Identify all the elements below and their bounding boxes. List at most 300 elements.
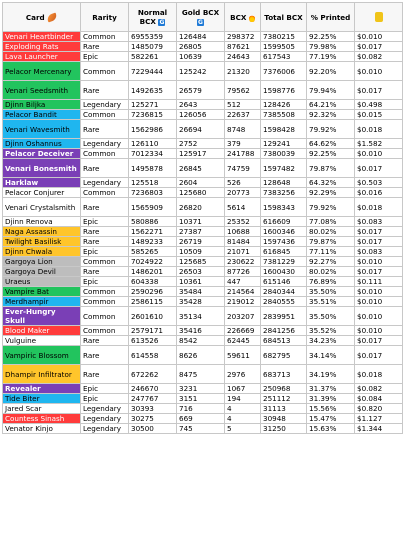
header-row (3, 3, 403, 32)
cell-card[interactable]: Vampiric Blossom (3, 346, 81, 365)
cell-normal: 613526 (129, 336, 177, 346)
cell-price: $0.498 (355, 100, 403, 110)
cell-printed: 35.50% (307, 307, 355, 326)
header-gold-bcx[interactable] (177, 3, 225, 32)
cell-bcx: 447 (225, 277, 261, 287)
header-printed[interactable] (307, 3, 355, 32)
cell-rarity: Rare (81, 198, 129, 217)
cell-total: 7380039 (261, 149, 307, 159)
cell-card[interactable]: Dhampir Infiltrator (3, 365, 81, 384)
header-card-label: Card (25, 12, 45, 22)
cell-printed: 34.23% (307, 336, 355, 346)
cell-normal: 1495878 (129, 159, 177, 178)
cell-rarity: Common (81, 297, 129, 307)
cell-printed: 31.37% (307, 384, 355, 394)
table-row[interactable] (3, 424, 403, 434)
cell-total: 250968 (261, 384, 307, 394)
cell-bcx: 5 (225, 424, 261, 434)
cell-card[interactable]: Vampire Bat (3, 287, 81, 297)
cell-price: $0.016 (355, 188, 403, 198)
cell-normal: 2590296 (129, 287, 177, 297)
cell-price: $0.084 (355, 394, 403, 404)
cell-rarity: Common (81, 62, 129, 81)
cell-total: 1599505 (261, 42, 307, 52)
table-row[interactable] (3, 159, 403, 178)
cell-bcx: 203207 (225, 307, 261, 326)
cell-bcx: 79562 (225, 81, 261, 100)
cell-gold: 126484 (177, 32, 225, 42)
cell-printed: 35.50% (307, 287, 355, 297)
cell-total: 2841256 (261, 326, 307, 336)
cell-rarity: Epic (81, 217, 129, 227)
cell-printed: 79.98% (307, 42, 355, 52)
cell-price: $0.015 (355, 110, 403, 120)
cell-price: $0.820 (355, 404, 403, 414)
cell-total: 1597436 (261, 237, 307, 247)
cell-printed: 15.56% (307, 404, 355, 414)
cell-bcx: 87726 (225, 267, 261, 277)
cell-gold: 27387 (177, 227, 225, 237)
card-stats-table (2, 2, 403, 434)
cell-total: 30948 (261, 414, 307, 424)
cell-gold: 35484 (177, 287, 225, 297)
table-row[interactable] (3, 326, 403, 336)
cell-gold: 745 (177, 424, 225, 434)
cell-rarity: Rare (81, 159, 129, 178)
header-printed-label: % Printed (310, 12, 351, 22)
cell-bcx: 5614 (225, 198, 261, 217)
cell-total: 682795 (261, 346, 307, 365)
cell-normal: 2579171 (129, 326, 177, 336)
cell-printed: 79.87% (307, 237, 355, 247)
cell-card[interactable]: Pelacor Mercenary (3, 62, 81, 81)
header-bcx[interactable] (225, 3, 261, 32)
cell-bcx: 74759 (225, 159, 261, 178)
cell-normal: 672262 (129, 365, 177, 384)
cell-rarity: Epic (81, 384, 129, 394)
table-row[interactable] (3, 139, 403, 149)
cell-card[interactable]: Pelacor Bandit (3, 110, 81, 120)
cell-gold: 3151 (177, 394, 225, 404)
cell-rarity: Epic (81, 52, 129, 62)
cell-rarity: Common (81, 287, 129, 297)
cell-printed: 77.19% (307, 52, 355, 62)
cell-bcx: 512 (225, 100, 261, 110)
cell-price: $0.017 (355, 346, 403, 365)
cell-bcx: 8748 (225, 120, 261, 139)
cell-normal: 246670 (129, 384, 177, 394)
table-row[interactable] (3, 247, 403, 257)
cell-bcx: 1067 (225, 384, 261, 394)
cell-rarity: Common (81, 257, 129, 267)
cell-rarity: Legendary (81, 414, 129, 424)
cell-normal: 1562986 (129, 120, 177, 139)
table-row[interactable] (3, 178, 403, 188)
cell-printed: 92.25% (307, 149, 355, 159)
cell-rarity: Common (81, 149, 129, 159)
cell-gold: 26805 (177, 42, 225, 52)
cell-card[interactable]: Jared Scar (3, 404, 81, 414)
table-row[interactable] (3, 42, 403, 52)
cell-price: $0.018 (355, 198, 403, 217)
cell-price: $0.010 (355, 307, 403, 326)
cell-bcx: 87621 (225, 42, 261, 52)
cell-total: 1598776 (261, 81, 307, 100)
cell-printed: 92.27% (307, 257, 355, 267)
cell-gold: 2643 (177, 100, 225, 110)
cell-total: 683713 (261, 365, 307, 384)
cell-card[interactable]: Exploding Rats (3, 42, 81, 52)
cell-normal: 125518 (129, 178, 177, 188)
cell-bcx: 24643 (225, 52, 261, 62)
cell-card[interactable]: Venator Kinjo (3, 424, 81, 434)
table-row[interactable] (3, 365, 403, 384)
cell-price: $0.018 (355, 365, 403, 384)
cell-card[interactable]: Pelacor Conjurer (3, 188, 81, 198)
cell-price: $0.017 (355, 267, 403, 277)
cell-printed: 34.19% (307, 365, 355, 384)
cell-gold: 125242 (177, 62, 225, 81)
cell-normal: 614558 (129, 346, 177, 365)
cell-gold: 8626 (177, 346, 225, 365)
cell-rarity: Legendary (81, 424, 129, 434)
cell-gold: 125680 (177, 188, 225, 198)
cell-printed: 15.63% (307, 424, 355, 434)
cell-price: $0.017 (355, 227, 403, 237)
table-row[interactable] (3, 237, 403, 247)
table-row[interactable] (3, 414, 403, 424)
cell-card[interactable]: Lava Launcher (3, 52, 81, 62)
cell-bcx: 226669 (225, 326, 261, 336)
cell-normal: 582261 (129, 52, 177, 62)
cell-gold: 716 (177, 404, 225, 414)
table-row[interactable] (3, 336, 403, 346)
cell-bcx: 81484 (225, 237, 261, 247)
table-row[interactable] (3, 149, 403, 159)
cell-normal: 1562271 (129, 227, 177, 237)
cell-gold: 2604 (177, 178, 225, 188)
cell-total: 1597482 (261, 159, 307, 178)
table-row[interactable] (3, 62, 403, 81)
table-row[interactable] (3, 188, 403, 198)
header-card[interactable] (3, 3, 81, 32)
cell-normal: 7024922 (129, 257, 177, 267)
cell-price: $0.017 (355, 159, 403, 178)
cell-gold: 35416 (177, 326, 225, 336)
cell-total: 129241 (261, 139, 307, 149)
cell-price: $0.017 (355, 42, 403, 52)
cell-printed: 92.20% (307, 62, 355, 81)
table-row[interactable] (3, 52, 403, 62)
cell-normal: 7236815 (129, 110, 177, 120)
cell-gold: 10371 (177, 217, 225, 227)
cell-gold: 669 (177, 414, 225, 424)
cell-price: $0.010 (355, 297, 403, 307)
cell-price: $1.582 (355, 139, 403, 149)
cell-bcx: 214564 (225, 287, 261, 297)
cell-card[interactable]: Blood Maker (3, 326, 81, 336)
cell-bcx: 241788 (225, 149, 261, 159)
cell-printed: 77.11% (307, 247, 355, 257)
cell-bcx: 21071 (225, 247, 261, 257)
cell-printed: 92.29% (307, 188, 355, 198)
cell-printed: 76.89% (307, 277, 355, 287)
cell-gold: 26845 (177, 159, 225, 178)
cell-price: $0.010 (355, 32, 403, 42)
cell-gold: 125917 (177, 149, 225, 159)
cell-total: 617543 (261, 52, 307, 62)
cell-price: $1.344 (355, 424, 403, 434)
cell-gold: 10361 (177, 277, 225, 287)
cell-total: 31250 (261, 424, 307, 434)
cell-card[interactable]: Gargoya Devil (3, 267, 81, 277)
cell-printed: 79.92% (307, 120, 355, 139)
cell-gold: 10509 (177, 247, 225, 257)
cell-rarity: Rare (81, 346, 129, 365)
cell-rarity: Rare (81, 237, 129, 247)
cell-price: $0.082 (355, 384, 403, 394)
cell-rarity: Legendary (81, 178, 129, 188)
table-row[interactable] (3, 384, 403, 394)
cell-total: 1598343 (261, 198, 307, 217)
cell-card[interactable]: Djinn Chwala (3, 247, 81, 257)
coin-icon (375, 12, 383, 22)
cell-rarity: Rare (81, 365, 129, 384)
cell-bcx: 59611 (225, 346, 261, 365)
cell-rarity: Epic (81, 247, 129, 257)
cell-total: 31113 (261, 404, 307, 414)
cell-rarity: Epic (81, 277, 129, 287)
cell-price: $1.127 (355, 414, 403, 424)
cell-normal: 1486201 (129, 267, 177, 277)
cell-printed: 79.87% (307, 159, 355, 178)
cell-normal: 6955359 (129, 32, 177, 42)
cell-total: 615146 (261, 277, 307, 287)
table-row[interactable] (3, 110, 403, 120)
cell-card[interactable]: Harklaw (3, 178, 81, 188)
table-row[interactable] (3, 267, 403, 277)
header-gold-label: Gold BCX (181, 8, 220, 17)
cell-price: $0.010 (355, 257, 403, 267)
cell-total: 128648 (261, 178, 307, 188)
cell-printed: 35.51% (307, 297, 355, 307)
cell-rarity: Rare (81, 267, 129, 277)
cell-gold: 35134 (177, 307, 225, 326)
cell-card[interactable]: Twilight Basilisk (3, 237, 81, 247)
table-row[interactable] (3, 404, 403, 414)
cell-printed: 92.32% (307, 110, 355, 120)
table-row[interactable] (3, 32, 403, 42)
cell-rarity: Rare (81, 42, 129, 52)
header-bcx-label: BCX (230, 12, 247, 22)
info-icon[interactable]: G (159, 19, 165, 26)
cell-card[interactable]: Venari Seedsmith (3, 81, 81, 100)
cell-rarity: Legendary (81, 404, 129, 414)
header-price[interactable] (355, 3, 403, 32)
cell-rarity: Rare (81, 120, 129, 139)
table-row[interactable] (3, 81, 403, 100)
cell-printed: 35.52% (307, 326, 355, 336)
cell-gold: 26503 (177, 267, 225, 277)
cell-bcx: 298372 (225, 32, 261, 42)
cell-total: 616845 (261, 247, 307, 257)
cell-rarity: Common (81, 188, 129, 198)
cell-normal: 1565909 (129, 198, 177, 217)
cell-card[interactable]: Djinn Oshannus (3, 139, 81, 149)
cell-card[interactable]: Vulguine (3, 336, 81, 346)
cell-rarity: Common (81, 307, 129, 326)
cell-card[interactable]: Ever-Hungry Skull (3, 307, 81, 326)
table-row[interactable] (3, 120, 403, 139)
cell-bcx: 20773 (225, 188, 261, 198)
cell-gold: 10639 (177, 52, 225, 62)
cell-card[interactable]: Countess Sinash (3, 414, 81, 424)
cell-bcx: 219012 (225, 297, 261, 307)
cell-printed: 64.62% (307, 139, 355, 149)
cell-price: $0.010 (355, 62, 403, 81)
cell-total: 1598428 (261, 120, 307, 139)
cell-printed: 92.25% (307, 32, 355, 42)
cell-price: $0.010 (355, 149, 403, 159)
cell-card[interactable]: Uraeus (3, 277, 81, 287)
cell-rarity: Rare (81, 227, 129, 237)
cell-printed: 77.08% (307, 217, 355, 227)
cell-normal: 30275 (129, 414, 177, 424)
cell-gold: 26719 (177, 237, 225, 247)
cell-price: $0.018 (355, 120, 403, 139)
cell-card[interactable]: Venari Bonesmith (3, 159, 81, 178)
cell-total: 7383256 (261, 188, 307, 198)
table-row[interactable] (3, 297, 403, 307)
cell-price: $0.010 (355, 287, 403, 297)
cell-rarity: Common (81, 110, 129, 120)
cell-card[interactable]: Djinn Biljka (3, 100, 81, 110)
cell-card[interactable]: Venari Wavesmith (3, 120, 81, 139)
cell-printed: 80.02% (307, 227, 355, 237)
table-row[interactable] (3, 100, 403, 110)
cell-gold: 8475 (177, 365, 225, 384)
cell-total: 7376006 (261, 62, 307, 81)
cell-bcx: 4 (225, 414, 261, 424)
cell-printed: 34.14% (307, 346, 355, 365)
cell-card[interactable]: Merdhampir (3, 297, 81, 307)
cell-normal: 7012334 (129, 149, 177, 159)
cell-total: 684513 (261, 336, 307, 346)
table-row[interactable] (3, 346, 403, 365)
cell-price: $0.010 (355, 326, 403, 336)
cell-total: 2840555 (261, 297, 307, 307)
cell-gold: 26694 (177, 120, 225, 139)
cell-card[interactable]: Revealer (3, 384, 81, 394)
cell-total: 128426 (261, 100, 307, 110)
cell-normal: 585265 (129, 247, 177, 257)
cell-normal: 30500 (129, 424, 177, 434)
cell-rarity: Rare (81, 336, 129, 346)
table-row[interactable] (3, 277, 403, 287)
table-row[interactable] (3, 217, 403, 227)
header-normal-bcx[interactable] (129, 3, 177, 32)
cell-total: 7385508 (261, 110, 307, 120)
cell-printed: 79.94% (307, 81, 355, 100)
cell-bcx: 230622 (225, 257, 261, 267)
header-rarity-label: Rarity (92, 12, 117, 22)
cell-bcx: 194 (225, 394, 261, 404)
cell-rarity: Common (81, 326, 129, 336)
cell-total: 2840344 (261, 287, 307, 297)
cell-card[interactable]: Djinn Renova (3, 217, 81, 227)
cell-normal: 247767 (129, 394, 177, 404)
cell-price: $0.083 (355, 217, 403, 227)
cell-total: 7380215 (261, 32, 307, 42)
cell-printed: 15.47% (307, 414, 355, 424)
cell-normal: 2601610 (129, 307, 177, 326)
cell-total: 251112 (261, 394, 307, 404)
cell-normal: 1485079 (129, 42, 177, 52)
header-total-label: Total BCX (264, 12, 303, 22)
cell-gold: 125685 (177, 257, 225, 267)
cell-gold: 3231 (177, 384, 225, 394)
cell-card[interactable]: Naga Assassin (3, 227, 81, 237)
cell-total: 616609 (261, 217, 307, 227)
cell-card[interactable]: Venari Crystalsmith (3, 198, 81, 217)
cell-printed: 80.02% (307, 267, 355, 277)
cell-printed: 64.32% (307, 178, 355, 188)
cell-card[interactable]: Tide Biter (3, 394, 81, 404)
cell-rarity: Legendary (81, 100, 129, 110)
header-total-bcx[interactable] (261, 3, 307, 32)
cell-total: 7381229 (261, 257, 307, 267)
cell-price: $0.083 (355, 247, 403, 257)
cell-price: $0.017 (355, 336, 403, 346)
cell-card[interactable]: Venari Heartbinder (3, 32, 81, 42)
cell-price: $0.017 (355, 81, 403, 100)
cell-printed: 64.21% (307, 100, 355, 110)
cell-total: 1600346 (261, 227, 307, 237)
cell-bcx: 526 (225, 178, 261, 188)
table-row[interactable] (3, 287, 403, 297)
info-icon[interactable]: G (198, 19, 203, 26)
cell-price: $0.082 (355, 52, 403, 62)
cell-rarity: Common (81, 32, 129, 42)
header-normal-label: Normal BCX (137, 8, 168, 26)
cell-card[interactable]: Pelacor Deceiver (3, 149, 81, 159)
cell-gold: 126056 (177, 110, 225, 120)
cell-bcx: 22637 (225, 110, 261, 120)
cell-gold: 2752 (177, 139, 225, 149)
table-row[interactable] (3, 227, 403, 237)
fire-icon (249, 14, 255, 22)
cell-bcx: 25352 (225, 217, 261, 227)
cell-gold: 26579 (177, 81, 225, 100)
table-row[interactable] (3, 307, 403, 326)
cell-total: 1600430 (261, 267, 307, 277)
cell-normal: 125271 (129, 100, 177, 110)
cell-bcx: 62445 (225, 336, 261, 346)
cell-gold: 35428 (177, 297, 225, 307)
cell-bcx: 379 (225, 139, 261, 149)
cell-price: $0.111 (355, 277, 403, 287)
header-rarity[interactable] (81, 3, 129, 32)
table-row[interactable] (3, 257, 403, 267)
cell-normal: 1492635 (129, 81, 177, 100)
cell-card[interactable]: Gargoya Lion (3, 257, 81, 267)
cell-price: $0.017 (355, 237, 403, 247)
cell-gold: 26820 (177, 198, 225, 217)
cell-normal: 7229444 (129, 62, 177, 81)
table-row[interactable] (3, 394, 403, 404)
cell-normal: 1489233 (129, 237, 177, 247)
table-row[interactable] (3, 198, 403, 217)
